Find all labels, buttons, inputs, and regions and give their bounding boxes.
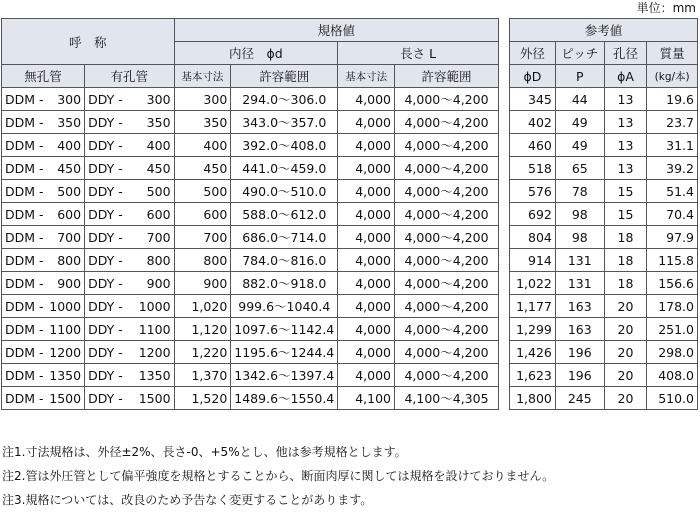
- length-tolerance: 4,000～4,200: [395, 318, 499, 341]
- with-hole-name: [85, 180, 174, 203]
- no-hole-name: [2, 203, 85, 226]
- pitch-value: 196: [555, 364, 604, 387]
- with-hole-name-prefix: DDY -: [88, 229, 123, 245]
- table-row: [2, 341, 499, 364]
- length-base: 4,000: [338, 341, 395, 364]
- table-row: [510, 295, 698, 318]
- mass-value: 97.9: [647, 226, 698, 249]
- with-hole-name: [85, 226, 174, 249]
- no-hole-name-prefix: DDM -: [5, 321, 44, 337]
- table-row: [2, 364, 499, 387]
- no-hole-name-size: 300: [57, 91, 82, 107]
- pitch-value: 98: [555, 226, 604, 249]
- inner-dia-base: 350: [174, 111, 231, 134]
- mass-value: 115.8: [647, 249, 698, 272]
- pitch-value: 49: [555, 134, 604, 157]
- with-hole-name-size: 1200: [138, 344, 171, 360]
- length-tolerance: 4,000～4,200: [395, 364, 499, 387]
- mass-value: 510.0: [647, 387, 698, 410]
- pitch-value: 196: [555, 341, 604, 364]
- hole-dia-value: 18: [604, 272, 647, 295]
- hole-dia-value: 20: [604, 295, 647, 318]
- nominal-header: 呼 称: [2, 19, 175, 65]
- inner-dia-base: 1,020: [174, 295, 231, 318]
- mass-value: 39.2: [647, 157, 698, 180]
- inner-dia-base: 700: [174, 226, 231, 249]
- length-tolerance-header: 許容範囲: [395, 65, 499, 88]
- inner-dia-tolerance: 441.0～459.0: [231, 157, 338, 180]
- with-hole-name-size: 1500: [138, 390, 171, 406]
- length-tolerance: 4,000～4,200: [395, 226, 499, 249]
- note-3: 注3.規格については、改良のため予告なく変更することがあります。: [2, 493, 373, 507]
- with-hole-name-prefix: DDY -: [88, 298, 123, 314]
- length-tolerance: 4,000～4,200: [395, 203, 499, 226]
- length-base: 4,000: [338, 180, 395, 203]
- length-base: 4,000: [338, 249, 395, 272]
- length-base: 4,000: [338, 318, 395, 341]
- inner-dia-tolerance: 1342.6～1397.4: [231, 364, 338, 387]
- no-hole-name: [2, 272, 85, 295]
- no-hole-name: [2, 387, 85, 410]
- inner-dia-tolerance: 784.0～816.0: [231, 249, 338, 272]
- inner-dia-tolerance: 882.0～918.0: [231, 272, 338, 295]
- with-hole-name: [85, 111, 174, 134]
- outer-dia-value: 345: [510, 88, 556, 111]
- with-hole-name-size: 350: [146, 114, 171, 130]
- outer-dia-value: 692: [510, 203, 556, 226]
- no-hole-header: 無孔管: [2, 65, 85, 88]
- mass-value: 408.0: [647, 364, 698, 387]
- length-tolerance: 4,000～4,200: [395, 295, 499, 318]
- no-hole-name-size: 1000: [49, 298, 82, 314]
- length-base: 4,000: [338, 88, 395, 111]
- outer-dia-value: 1,623: [510, 364, 556, 387]
- with-hole-name: [85, 295, 174, 318]
- hole-dia-value: 13: [604, 111, 647, 134]
- mass-value: 23.7: [647, 111, 698, 134]
- length-tolerance: 4,000～4,200: [395, 272, 499, 295]
- inner-dia-tolerance: 999.6～1040.4: [231, 295, 338, 318]
- hole-dia-value: 13: [604, 88, 647, 111]
- no-hole-name-size: 1100: [49, 321, 82, 337]
- no-hole-name-size: 800: [57, 252, 82, 268]
- inner-dia-base: 1,520: [174, 387, 231, 410]
- table-row: [2, 203, 499, 226]
- hole-dia-value: 20: [604, 341, 647, 364]
- mass-unit: (kg/本): [647, 65, 698, 88]
- reference-header: 参考値: [510, 19, 698, 42]
- inner-dia-tolerance: 1195.6～1244.4: [231, 341, 338, 364]
- table-row: [2, 249, 499, 272]
- table-row: [510, 272, 698, 295]
- no-hole-name: [2, 364, 85, 387]
- table-row: [2, 318, 499, 341]
- table-row: [510, 203, 698, 226]
- table-row: [510, 111, 698, 134]
- table-row: [510, 249, 698, 272]
- hole-dia-value: 15: [604, 203, 647, 226]
- inner-dia-tolerance: 294.0～306.0: [231, 88, 338, 111]
- mass-header: 質量: [647, 42, 698, 65]
- inner-dia-base: 1,220: [174, 341, 231, 364]
- outer-dia-value: 1,800: [510, 387, 556, 410]
- with-hole-name-size: 800: [146, 252, 171, 268]
- with-hole-name: [85, 364, 174, 387]
- length-base: 4,000: [338, 364, 395, 387]
- outer-dia-value: 402: [510, 111, 556, 134]
- table-row: [2, 295, 499, 318]
- no-hole-name-prefix: DDM -: [5, 183, 44, 199]
- no-hole-name-prefix: DDM -: [5, 298, 44, 314]
- table-row: [2, 134, 499, 157]
- mass-value: 178.0: [647, 295, 698, 318]
- length-base: 4,000: [338, 272, 395, 295]
- length-tolerance: 4,000～4,200: [395, 341, 499, 364]
- table-row: [2, 111, 499, 134]
- no-hole-name-size: 500: [57, 183, 82, 199]
- hole-dia-value: 18: [604, 249, 647, 272]
- spec-table: [1, 18, 499, 410]
- pitch-value: 44: [555, 88, 604, 111]
- pitch-value: 245: [555, 387, 604, 410]
- hole-dia-header: 孔径: [604, 42, 647, 65]
- no-hole-name-prefix: DDM -: [5, 275, 44, 291]
- pitch-value: 131: [555, 272, 604, 295]
- inner-dia-base: 1,120: [174, 318, 231, 341]
- length-tolerance: 4,000～4,200: [395, 180, 499, 203]
- notes: [2, 440, 554, 512]
- no-hole-name: [2, 318, 85, 341]
- inner-dia-base: 450: [174, 157, 231, 180]
- no-hole-name-size: 1350: [49, 367, 82, 383]
- with-hole-name-prefix: DDY -: [88, 275, 123, 291]
- table-row: [510, 157, 698, 180]
- table-row: [2, 180, 499, 203]
- no-hole-name: [2, 180, 85, 203]
- inner-dia-tolerance: 343.0～357.0: [231, 111, 338, 134]
- no-hole-name-prefix: DDM -: [5, 91, 44, 107]
- with-hole-name: [85, 387, 174, 410]
- table-row: [510, 318, 698, 341]
- with-hole-name-size: 700: [146, 229, 171, 245]
- with-hole-name: [85, 157, 174, 180]
- mass-value: 70.4: [647, 203, 698, 226]
- inner-dia-header: 内径 ϕd: [174, 42, 338, 65]
- with-hole-name: [85, 318, 174, 341]
- pitch-symbol: P: [555, 65, 604, 88]
- table-row: [510, 226, 698, 249]
- with-hole-name-prefix: DDY -: [88, 367, 123, 383]
- no-hole-name-prefix: DDM -: [5, 229, 44, 245]
- outer-dia-value: 576: [510, 180, 556, 203]
- table-row: [2, 157, 499, 180]
- inner-tolerance-header: 許容範囲: [231, 65, 338, 88]
- with-hole-header: 有孔管: [85, 65, 174, 88]
- with-hole-name-size: 450: [146, 160, 171, 176]
- mass-value: 251.0: [647, 318, 698, 341]
- no-hole-name: [2, 88, 85, 111]
- outer-dia-symbol: ϕD: [510, 65, 556, 88]
- inner-dia-tolerance: 686.0～714.0: [231, 226, 338, 249]
- no-hole-name-prefix: DDM -: [5, 206, 44, 222]
- with-hole-name-prefix: DDY -: [88, 344, 123, 360]
- with-hole-name: [85, 272, 174, 295]
- no-hole-name: [2, 111, 85, 134]
- no-hole-name-prefix: DDM -: [5, 160, 44, 176]
- table-row: [510, 134, 698, 157]
- with-hole-name-prefix: DDY -: [88, 183, 123, 199]
- outer-dia-value: 1,022: [510, 272, 556, 295]
- with-hole-name-size: 900: [146, 275, 171, 291]
- reference-table: [509, 18, 698, 410]
- length-tolerance: 4,000～4,200: [395, 134, 499, 157]
- with-hole-name-prefix: DDY -: [88, 91, 123, 107]
- pitch-value: 163: [555, 318, 604, 341]
- inner-dia-base: 600: [174, 203, 231, 226]
- hole-dia-value: 20: [604, 364, 647, 387]
- hole-dia-value: 13: [604, 157, 647, 180]
- unit-label: 単位：mm: [636, 1, 696, 15]
- length-tolerance: 4,000～4,200: [395, 249, 499, 272]
- pitch-value: 131: [555, 249, 604, 272]
- with-hole-name-size: 1100: [138, 321, 171, 337]
- no-hole-name-size: 450: [57, 160, 82, 176]
- inner-base-dim-header: 基本寸法: [174, 65, 231, 88]
- with-hole-name-size: 1000: [138, 298, 171, 314]
- hole-dia-value: 20: [604, 387, 647, 410]
- inner-dia-base: 900: [174, 272, 231, 295]
- table-row: [510, 341, 698, 364]
- length-tolerance: 4,100～4,305: [395, 387, 499, 410]
- mass-value: 19.6: [647, 88, 698, 111]
- length-base: 4,000: [338, 134, 395, 157]
- mass-value: 156.6: [647, 272, 698, 295]
- spec-header: 規格値: [174, 19, 498, 42]
- inner-dia-tolerance: 1097.6～1142.4: [231, 318, 338, 341]
- hole-dia-value: 15: [604, 180, 647, 203]
- length-base: 4,100: [338, 387, 395, 410]
- outer-dia-value: 460: [510, 134, 556, 157]
- no-hole-name: [2, 341, 85, 364]
- hole-dia-value: 13: [604, 134, 647, 157]
- pitch-header: ピッチ: [555, 42, 604, 65]
- no-hole-name: [2, 249, 85, 272]
- with-hole-name-prefix: DDY -: [88, 160, 123, 176]
- with-hole-name: [85, 203, 174, 226]
- inner-dia-base: 400: [174, 134, 231, 157]
- no-hole-name: [2, 226, 85, 249]
- with-hole-name-prefix: DDY -: [88, 114, 123, 130]
- pitch-value: 78: [555, 180, 604, 203]
- inner-dia-tolerance: 1489.6～1550.4: [231, 387, 338, 410]
- no-hole-name-prefix: DDM -: [5, 137, 44, 153]
- no-hole-name-size: 1500: [49, 390, 82, 406]
- hole-dia-value: 18: [604, 226, 647, 249]
- table-row: [510, 88, 698, 111]
- no-hole-name-size: 600: [57, 206, 82, 222]
- inner-dia-base: 1,370: [174, 364, 231, 387]
- no-hole-name: [2, 134, 85, 157]
- outer-dia-value: 804: [510, 226, 556, 249]
- pitch-value: 65: [555, 157, 604, 180]
- inner-dia-tolerance: 490.0～510.0: [231, 180, 338, 203]
- note-2: 注2.管は外圧管として偏平強度を規格とすることから、断面肉厚に関しては規格を設けておりません。: [2, 469, 555, 483]
- inner-dia-base: 300: [174, 88, 231, 111]
- table-row: [2, 226, 499, 249]
- no-hole-name-prefix: DDM -: [5, 252, 44, 268]
- with-hole-name: [85, 249, 174, 272]
- pitch-value: 98: [555, 203, 604, 226]
- outer-dia-value: 1,177: [510, 295, 556, 318]
- no-hole-name-size: 1200: [49, 344, 82, 360]
- pitch-value: 163: [555, 295, 604, 318]
- with-hole-name-prefix: DDY -: [88, 321, 123, 337]
- mass-value: 51.4: [647, 180, 698, 203]
- mass-value: 31.1: [647, 134, 698, 157]
- mass-value: 298.0: [647, 341, 698, 364]
- with-hole-name-size: 300: [146, 91, 171, 107]
- table-row: [510, 364, 698, 387]
- length-base-dim-header: 基本寸法: [338, 65, 395, 88]
- with-hole-name-prefix: DDY -: [88, 206, 123, 222]
- no-hole-name: [2, 295, 85, 318]
- outer-dia-value: 914: [510, 249, 556, 272]
- with-hole-name: [85, 88, 174, 111]
- with-hole-name: [85, 341, 174, 364]
- no-hole-name-prefix: DDM -: [5, 390, 44, 406]
- with-hole-name-prefix: DDY -: [88, 252, 123, 268]
- length-base: 4,000: [338, 203, 395, 226]
- outer-dia-value: 1,299: [510, 318, 556, 341]
- pitch-value: 49: [555, 111, 604, 134]
- outer-dia-value: 518: [510, 157, 556, 180]
- outer-dia-value: 1,426: [510, 341, 556, 364]
- length-header: 長さ L: [338, 42, 499, 65]
- with-hole-name-size: 400: [146, 137, 171, 153]
- table-row: [510, 387, 698, 410]
- length-tolerance: 4,000～4,200: [395, 111, 499, 134]
- inner-dia-tolerance: 392.0～408.0: [231, 134, 338, 157]
- length-base: 4,000: [338, 226, 395, 249]
- no-hole-name-prefix: DDM -: [5, 114, 44, 130]
- with-hole-name-prefix: DDY -: [88, 137, 123, 153]
- no-hole-name-size: 350: [57, 114, 82, 130]
- hole-dia-symbol: ϕA: [604, 65, 647, 88]
- no-hole-name-prefix: DDM -: [5, 344, 44, 360]
- inner-dia-base: 800: [174, 249, 231, 272]
- length-base: 4,000: [338, 111, 395, 134]
- no-hole-name-size: 900: [57, 275, 82, 291]
- with-hole-name-size: 600: [146, 206, 171, 222]
- length-tolerance: 4,000～4,200: [395, 157, 499, 180]
- no-hole-name-size: 700: [57, 229, 82, 245]
- outer-dia-header: 外径: [510, 42, 556, 65]
- length-base: 4,000: [338, 157, 395, 180]
- with-hole-name-prefix: DDY -: [88, 390, 123, 406]
- table-row: [2, 88, 499, 111]
- table-row: [2, 387, 499, 410]
- no-hole-name-prefix: DDM -: [5, 367, 44, 383]
- with-hole-name: [85, 134, 174, 157]
- with-hole-name-size: 500: [146, 183, 171, 199]
- inner-dia-tolerance: 588.0～612.0: [231, 203, 338, 226]
- hole-dia-value: 20: [604, 318, 647, 341]
- table-row: [510, 180, 698, 203]
- table-row: [2, 272, 499, 295]
- with-hole-name-size: 1350: [138, 367, 171, 383]
- no-hole-name-size: 400: [57, 137, 82, 153]
- length-tolerance: 4,000～4,200: [395, 88, 499, 111]
- length-base: 4,000: [338, 295, 395, 318]
- inner-dia-base: 500: [174, 180, 231, 203]
- note-1: 注1.寸法規格は、外径±2%、長さ-0、+5%とし、他は参考規格とします。: [2, 445, 407, 459]
- no-hole-name: [2, 157, 85, 180]
